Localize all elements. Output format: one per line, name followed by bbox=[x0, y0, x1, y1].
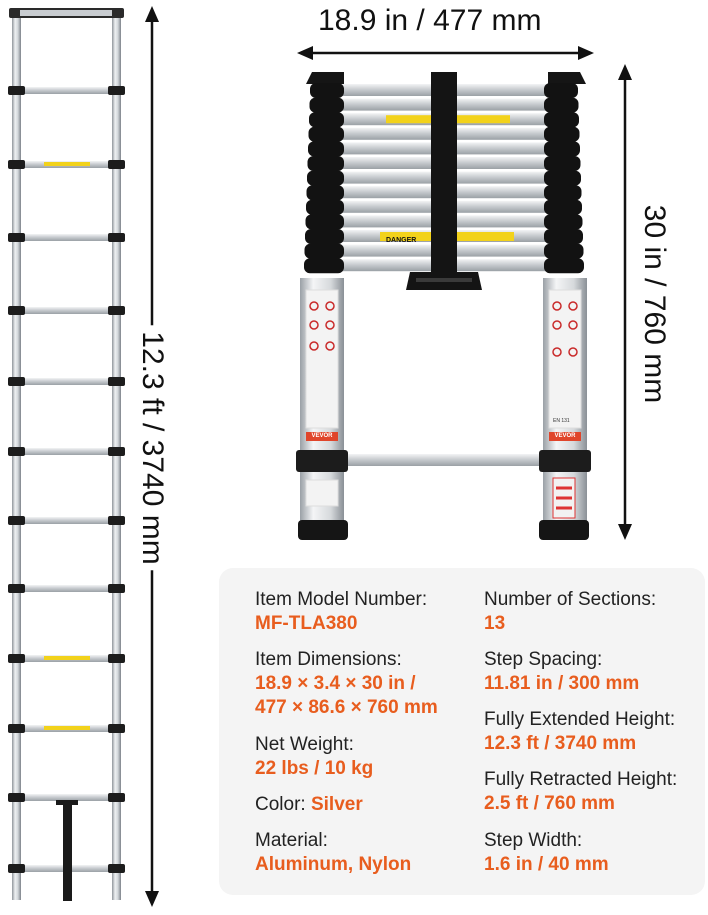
spec-sections bbox=[484, 588, 656, 636]
spec-color bbox=[255, 793, 363, 817]
spec-dimensions bbox=[255, 648, 438, 720]
retracted-height-label: 30 in / 760 mm bbox=[638, 204, 671, 404]
spec-model-value: MF-TLA380 bbox=[255, 613, 358, 634]
spec-sections-label: Number of Sections: bbox=[484, 589, 657, 610]
spec-sections-value: 13 bbox=[484, 613, 506, 634]
brand-label-right: VEVOR bbox=[554, 433, 576, 439]
spec-dimensions-value-2: 477 × 86.6 × 760 mm bbox=[255, 697, 438, 718]
brand-label: VEVOR bbox=[311, 433, 333, 439]
spec-extended-value: 12.3 ft / 3740 mm bbox=[484, 733, 637, 754]
spec-material-label: Material: bbox=[255, 830, 328, 851]
spec-weight-value: 22 lbs / 10 kg bbox=[255, 758, 374, 779]
standard-label: EN 131 bbox=[553, 418, 570, 424]
spec-step-spacing-label: Step Spacing: bbox=[484, 649, 603, 670]
spec-weight-label: Net Weight: bbox=[255, 734, 354, 755]
spec-retracted-label: Fully Retracted Height: bbox=[484, 769, 678, 790]
spec-extended bbox=[484, 708, 675, 756]
spec-step-width bbox=[484, 829, 609, 877]
spec-retracted bbox=[484, 768, 677, 816]
spec-model-label: Item Model Number: bbox=[255, 589, 428, 610]
spec-dimensions-label: Item Dimensions: bbox=[255, 649, 402, 670]
spec-material-value: Aluminum, Nylon bbox=[255, 854, 412, 875]
warning-label: DANGER bbox=[386, 237, 417, 244]
spec-color-label: Color: bbox=[255, 794, 306, 815]
spec-step-width-value: 1.6 in / 40 mm bbox=[484, 854, 609, 875]
spec-dimensions-value-1: 18.9 × 3.4 × 30 in / bbox=[255, 673, 416, 694]
width-label: 18.9 in / 477 mm bbox=[318, 4, 542, 37]
spec-material bbox=[255, 829, 411, 877]
spec-step-spacing-value: 11.81 in / 300 mm bbox=[484, 673, 640, 694]
spec-step-width-label: Step Width: bbox=[484, 830, 583, 851]
spec-step-spacing bbox=[484, 648, 639, 696]
spec-color-value: Silver bbox=[310, 794, 363, 815]
spec-weight bbox=[255, 733, 373, 781]
spec-retracted-value: 2.5 ft / 760 mm bbox=[484, 793, 615, 814]
extended-height-label: 12.3 ft / 3740 mm bbox=[135, 325, 169, 570]
spec-model bbox=[255, 588, 427, 636]
spec-extended-label: Fully Extended Height: bbox=[484, 709, 676, 730]
